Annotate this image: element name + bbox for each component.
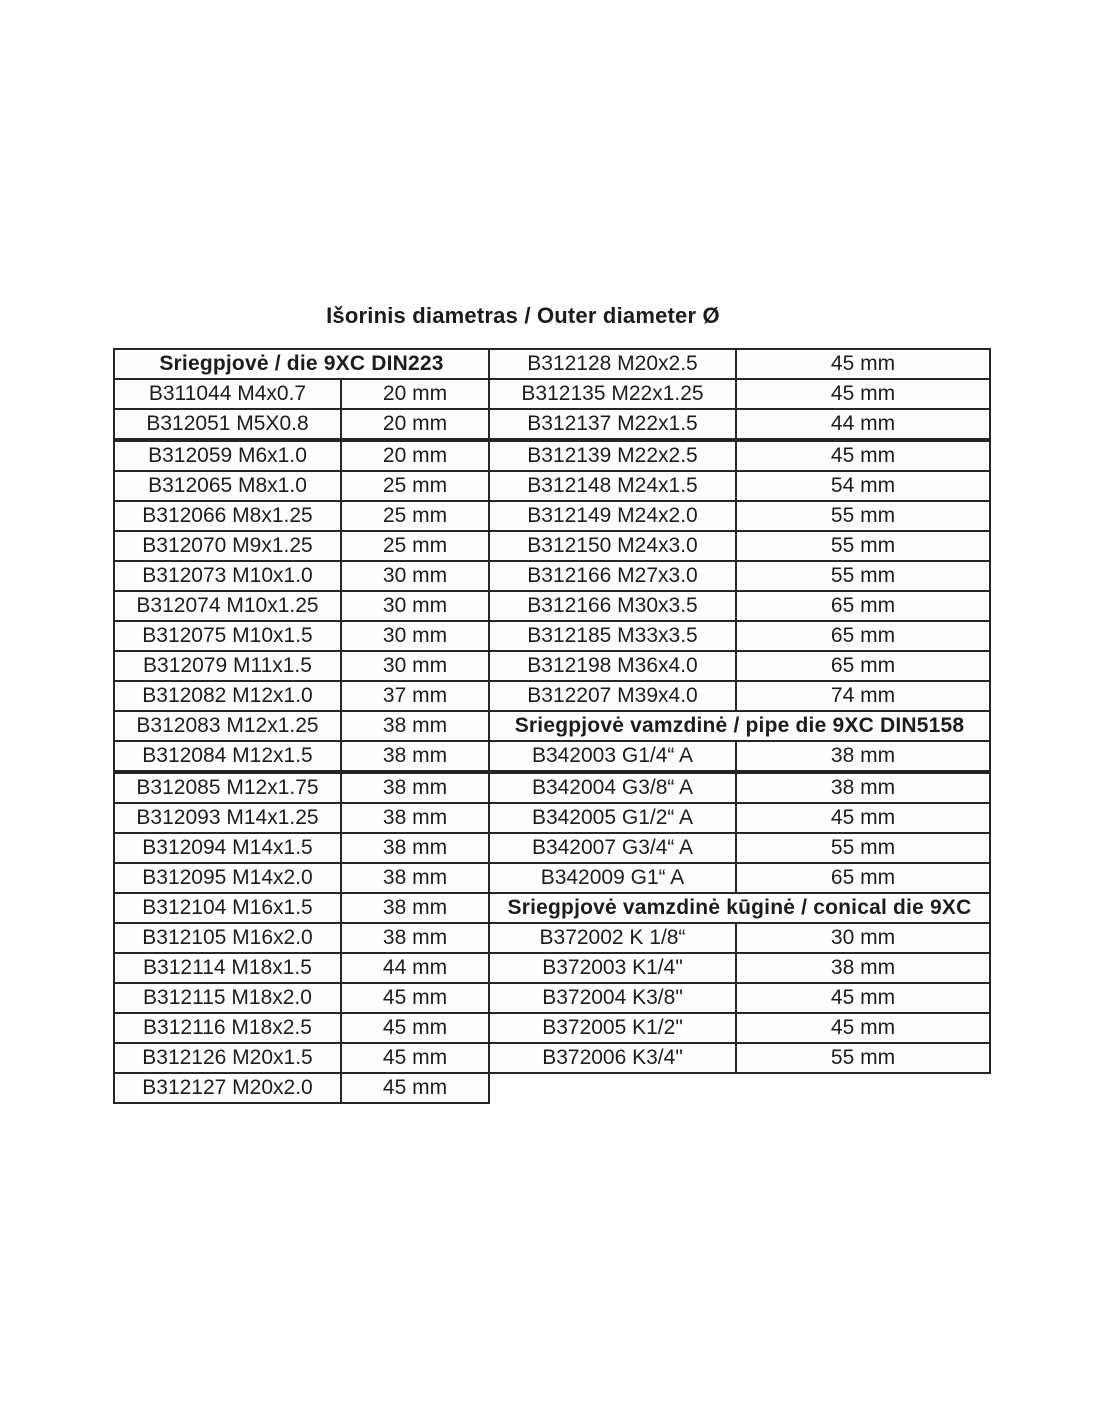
product-code-cell: B312093 M14x1.25 <box>114 803 341 833</box>
product-code-cell: B312084 M12x1.5 <box>114 741 341 772</box>
diameter-cell: 65 mm <box>736 591 990 621</box>
product-code-cell: B312137 M22x1.5 <box>489 409 736 440</box>
table-row <box>114 471 489 501</box>
diameter-cell: 65 mm <box>736 621 990 651</box>
table-row <box>114 893 489 923</box>
product-code-cell: B372005 K1/2" <box>489 1013 736 1043</box>
table-row <box>114 953 489 983</box>
diameter-cell: 44 mm <box>736 409 990 440</box>
table-row <box>489 772 990 803</box>
diameter-cell: 30 mm <box>341 651 489 681</box>
table-row <box>114 561 489 591</box>
product-code-cell: B312148 M24x1.5 <box>489 471 736 501</box>
table-row <box>114 923 489 953</box>
diameter-cell: 38 mm <box>341 893 489 923</box>
table-row <box>489 379 990 409</box>
table-row <box>489 741 990 772</box>
product-code-cell: B312082 M12x1.0 <box>114 681 341 711</box>
section-header-row <box>489 893 990 923</box>
diameter-cell: 38 mm <box>341 741 489 772</box>
table-row <box>489 561 990 591</box>
product-code-cell: B312059 M6x1.0 <box>114 440 341 471</box>
diameter-cell: 45 mm <box>736 803 990 833</box>
diameter-cell: 45 mm <box>341 1073 489 1103</box>
product-code-cell: B312085 M12x1.75 <box>114 772 341 803</box>
product-code-cell: B312166 M30x3.5 <box>489 591 736 621</box>
table-row <box>489 863 990 893</box>
diameter-cell: 65 mm <box>736 651 990 681</box>
product-code-cell: B312139 M22x2.5 <box>489 440 736 471</box>
table-row <box>489 531 990 561</box>
pipe-die-table <box>488 348 991 1074</box>
table-row <box>114 1013 489 1043</box>
table-row <box>489 1013 990 1043</box>
table-row <box>114 772 489 803</box>
product-code-cell: B312166 M27x3.0 <box>489 561 736 591</box>
table-row <box>489 591 990 621</box>
diameter-cell: 38 mm <box>341 711 489 741</box>
diameter-cell: 38 mm <box>341 923 489 953</box>
diameter-cell: 65 mm <box>736 863 990 893</box>
product-code-cell: B312075 M10x1.5 <box>114 621 341 651</box>
table-row <box>489 953 990 983</box>
section-header: Sriegpjovė / die 9XC DIN223 <box>114 349 489 379</box>
diameter-cell: 38 mm <box>341 833 489 863</box>
product-code-cell: B312127 M20x2.0 <box>114 1073 341 1103</box>
section-header-row <box>489 711 990 741</box>
product-code-cell: B312128 M20x2.5 <box>489 349 736 379</box>
product-code-cell: B312115 M18x2.0 <box>114 983 341 1013</box>
table-row <box>489 409 990 440</box>
table-row <box>489 923 990 953</box>
product-code-cell: B311044 M4x0.7 <box>114 379 341 409</box>
product-code-cell: B312207 M39x4.0 <box>489 681 736 711</box>
table-row <box>114 863 489 893</box>
product-code-cell: B312051 M5X0.8 <box>114 409 341 440</box>
table-row <box>114 379 489 409</box>
product-code-cell: B312094 M14x1.5 <box>114 833 341 863</box>
diameter-cell: 45 mm <box>736 349 990 379</box>
section-header: Sriegpjovė vamzdinė kūginė / conical die 9XC <box>489 893 990 923</box>
diameter-cell: 25 mm <box>341 471 489 501</box>
table-row <box>114 983 489 1013</box>
table-row <box>114 711 489 741</box>
product-code-cell: B312149 M24x2.0 <box>489 501 736 531</box>
table-row <box>114 591 489 621</box>
diameter-cell: 38 mm <box>341 803 489 833</box>
diameter-cell: 54 mm <box>736 471 990 501</box>
table-row <box>114 803 489 833</box>
table-row <box>489 621 990 651</box>
table-row <box>489 1043 990 1073</box>
table-row <box>489 651 990 681</box>
diameter-cell: 30 mm <box>341 621 489 651</box>
product-code-cell: B312116 M18x2.5 <box>114 1013 341 1043</box>
table-row <box>489 471 990 501</box>
diameter-cell: 45 mm <box>341 1013 489 1043</box>
table-row <box>489 349 990 379</box>
table-row <box>114 621 489 651</box>
diameter-cell: 30 mm <box>341 591 489 621</box>
product-code-cell: B372002 K 1/8“ <box>489 923 736 953</box>
table-row <box>489 803 990 833</box>
table-row <box>489 983 990 1013</box>
diameter-cell: 30 mm <box>341 561 489 591</box>
diameter-cell: 20 mm <box>341 379 489 409</box>
diameter-cell: 55 mm <box>736 1043 990 1073</box>
table-row <box>489 681 990 711</box>
diameter-cell: 30 mm <box>736 923 990 953</box>
table-row <box>114 681 489 711</box>
table-row <box>114 1073 489 1103</box>
tables-container <box>113 348 991 1104</box>
diameter-cell: 45 mm <box>736 379 990 409</box>
product-code-cell: B372006 K3/4" <box>489 1043 736 1073</box>
product-code-cell: B312185 M33x3.5 <box>489 621 736 651</box>
table-row <box>114 651 489 681</box>
page-title: Išorinis diametras / Outer diameter Ø <box>326 303 720 328</box>
product-code-cell: B312095 M14x2.0 <box>114 863 341 893</box>
table-row <box>489 440 990 471</box>
product-code-cell: B312073 M10x1.0 <box>114 561 341 591</box>
product-code-cell: B342004 G3/8“ A <box>489 772 736 803</box>
section-header: Sriegpjovė vamzdinė / pipe die 9XC DIN5158 <box>489 711 990 741</box>
diameter-cell: 20 mm <box>341 440 489 471</box>
table-row <box>114 409 489 440</box>
section-header-row <box>114 349 489 379</box>
table-row <box>114 741 489 772</box>
table-row <box>114 833 489 863</box>
diameter-cell: 55 mm <box>736 531 990 561</box>
table-row <box>114 1043 489 1073</box>
diameter-cell: 37 mm <box>341 681 489 711</box>
diameter-cell: 45 mm <box>341 1043 489 1073</box>
product-code-cell: B372003 K1/4" <box>489 953 736 983</box>
diameter-cell: 45 mm <box>341 983 489 1013</box>
product-code-cell: B312065 M8x1.0 <box>114 471 341 501</box>
diameter-cell: 45 mm <box>736 440 990 471</box>
diameter-cell: 44 mm <box>341 953 489 983</box>
product-code-cell: B312083 M12x1.25 <box>114 711 341 741</box>
product-code-cell: B372004 K3/8" <box>489 983 736 1013</box>
diameter-cell: 74 mm <box>736 681 990 711</box>
diameter-cell: 25 mm <box>341 501 489 531</box>
product-code-cell: B312104 M16x1.5 <box>114 893 341 923</box>
product-code-cell: B312070 M9x1.25 <box>114 531 341 561</box>
product-code-cell: B342005 G1/2“ A <box>489 803 736 833</box>
diameter-cell: 38 mm <box>341 863 489 893</box>
product-code-cell: B312105 M16x2.0 <box>114 923 341 953</box>
product-code-cell: B312066 M8x1.25 <box>114 501 341 531</box>
product-code-cell: B312074 M10x1.25 <box>114 591 341 621</box>
die-table <box>113 348 490 1104</box>
product-code-cell: B312079 M11x1.5 <box>114 651 341 681</box>
diameter-cell: 20 mm <box>341 409 489 440</box>
diameter-cell: 55 mm <box>736 501 990 531</box>
table-row <box>114 501 489 531</box>
product-code-cell: B312135 M22x1.25 <box>489 379 736 409</box>
product-code-cell: B342009 G1“ A <box>489 863 736 893</box>
product-code-cell: B342007 G3/4“ A <box>489 833 736 863</box>
table-row <box>489 501 990 531</box>
table-row <box>489 833 990 863</box>
product-code-cell: B312126 M20x1.5 <box>114 1043 341 1073</box>
diameter-cell: 38 mm <box>736 953 990 983</box>
diameter-cell: 38 mm <box>341 772 489 803</box>
product-code-cell: B342003 G1/4“ A <box>489 741 736 772</box>
product-code-cell: B312198 M36x4.0 <box>489 651 736 681</box>
diameter-cell: 38 mm <box>736 741 990 772</box>
diameter-cell: 55 mm <box>736 833 990 863</box>
diameter-cell: 55 mm <box>736 561 990 591</box>
diameter-cell: 45 mm <box>736 1013 990 1043</box>
table-row <box>114 440 489 471</box>
product-code-cell: B312114 M18x1.5 <box>114 953 341 983</box>
diameter-cell: 38 mm <box>736 772 990 803</box>
product-code-cell: B312150 M24x3.0 <box>489 531 736 561</box>
table-row <box>114 531 489 561</box>
diameter-cell: 25 mm <box>341 531 489 561</box>
diameter-cell: 45 mm <box>736 983 990 1013</box>
